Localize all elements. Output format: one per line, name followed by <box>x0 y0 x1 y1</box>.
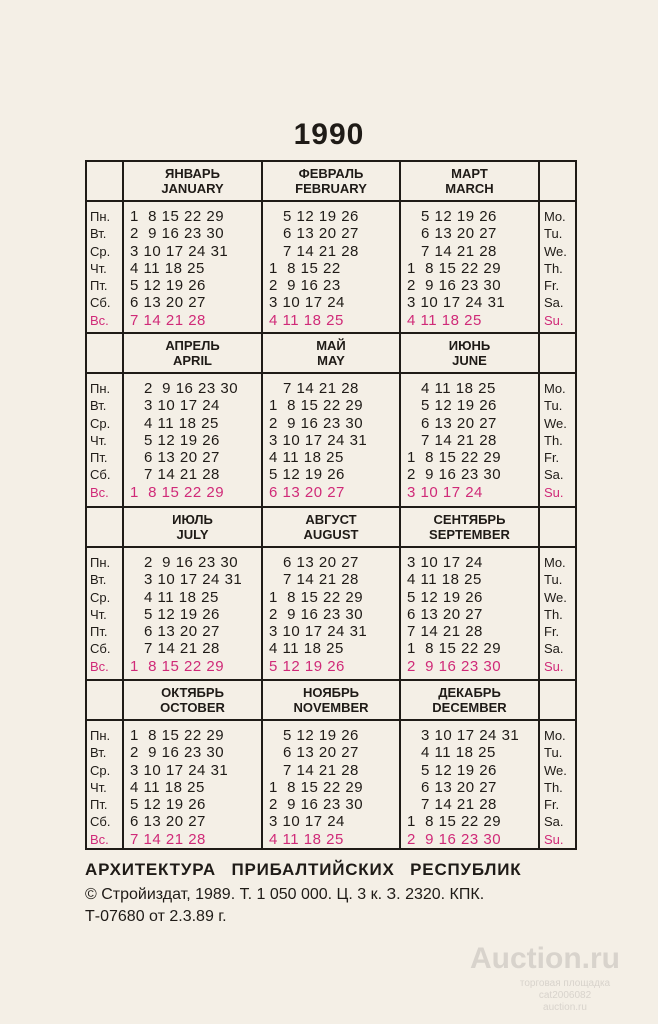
month-name-ru: СЕНТЯБРЬ <box>433 512 506 527</box>
week-row: 2 9 16 23 30 <box>130 554 239 571</box>
month-days <box>269 380 367 501</box>
month-name-en: FEBRUARY <box>295 181 367 196</box>
week-row: 7 14 21 28 <box>130 311 206 329</box>
week-row: 2 9 16 23 30 <box>130 380 239 397</box>
weekday-label: Вс. <box>90 658 109 674</box>
week-row: 4 11 18 25 <box>407 571 482 589</box>
weekday-label: Tu. <box>544 745 563 761</box>
month-name-en: DECEMBER <box>432 700 507 715</box>
week-row: 1 8 15 22 29 <box>407 259 502 277</box>
month-name-en: JULY <box>176 527 209 542</box>
week-row: 2 9 16 23 30 <box>407 466 502 484</box>
month-days <box>130 208 228 329</box>
weekday-label: Пн. <box>90 555 111 570</box>
week-row: 3 10 17 24 31 <box>269 623 368 641</box>
year-title: 1990 <box>293 118 365 151</box>
month-name-ru: МАЙ <box>316 338 346 353</box>
grid-line <box>87 200 575 202</box>
weekday-label: Su. <box>544 312 564 328</box>
footer-imprint: © Стройиздат, 1989. Т. 1 050 000. Ц. 3 к. З. 2320. КПК. <box>85 886 485 903</box>
week-row: 4 11 18 25 <box>407 744 496 762</box>
weekday-label: Чт. <box>90 260 107 276</box>
month-name-en: MARCH <box>445 181 494 196</box>
week-row: 5 12 19 26 <box>269 466 345 484</box>
week-row: 2 9 16 23 30 <box>407 657 502 675</box>
week-row: 7 14 21 28 <box>407 242 497 260</box>
week-row: 2 9 16 23 30 <box>269 414 364 432</box>
week-row: 6 13 20 27 <box>269 225 359 243</box>
month-days <box>130 380 238 501</box>
week-row: 1 8 15 22 29 <box>130 208 225 225</box>
week-row: 1 8 15 22 29 <box>407 813 502 831</box>
week-row: 3 10 17 24 <box>269 813 345 831</box>
weekday-labels-ru <box>90 380 110 501</box>
week-row: 6 13 20 27 <box>407 225 497 243</box>
week-row: 5 12 19 26 <box>269 657 345 675</box>
week-row: 3 10 17 24 <box>407 554 483 571</box>
week-row: 6 13 20 27 <box>130 623 220 641</box>
weekday-label: Вт. <box>90 398 107 414</box>
week-row: 2 9 16 23 30 <box>407 277 502 295</box>
weekday-label: Fr. <box>544 797 560 813</box>
month-name-ru: ОКТЯБРЬ <box>161 685 224 700</box>
month-header <box>401 338 538 368</box>
weekday-label: We. <box>544 243 567 259</box>
weekday-label: Пт. <box>90 624 108 640</box>
week-row: 7 14 21 28 <box>130 640 220 658</box>
weekday-label: Mo. <box>544 209 566 224</box>
week-row: 3 10 17 24 31 <box>130 761 229 779</box>
weekday-label: Сб. <box>90 467 111 483</box>
month-days <box>269 727 363 848</box>
month-days <box>407 554 501 675</box>
week-row: 7 14 21 28 <box>407 623 483 641</box>
month-name-en: AUGUST <box>303 527 359 542</box>
weekday-label: Вт. <box>90 572 107 588</box>
weekday-label: Sa. <box>544 467 564 483</box>
week-row: 7 14 21 28 <box>269 380 359 397</box>
week-row: 2 9 16 23 30 <box>407 830 502 848</box>
weekday-label: Tu. <box>544 572 563 588</box>
weekday-label: Su. <box>544 831 564 847</box>
week-row: 1 8 15 22 29 <box>269 778 364 796</box>
month-name-ru: ДЕКАБРЬ <box>438 685 501 700</box>
weekday-labels-ru <box>90 727 110 848</box>
month-days <box>130 554 242 675</box>
week-row: 1 8 15 22 <box>269 259 341 277</box>
month-name-ru: ИЮНЬ <box>448 338 491 353</box>
week-row: 7 14 21 28 <box>407 431 497 449</box>
weekday-label: Чт. <box>90 432 107 448</box>
month-days <box>407 380 501 501</box>
weekday-label: Mo. <box>544 728 566 743</box>
month-name-en: OCTOBER <box>160 700 225 715</box>
week-row: 4 11 18 25 <box>130 778 205 796</box>
weekday-label: We. <box>544 762 567 778</box>
weekday-labels-en <box>544 380 567 501</box>
week-row: 7 14 21 28 <box>130 466 220 484</box>
week-row: 3 10 17 24 31 <box>407 294 506 312</box>
week-row: 2 9 16 23 30 <box>130 225 225 243</box>
weekday-label: Fr. <box>544 278 560 294</box>
month-days <box>130 727 228 848</box>
week-row: 4 11 18 25 <box>407 311 482 329</box>
weekday-label: Пн. <box>90 728 111 743</box>
month-days <box>269 554 367 675</box>
week-row: 5 12 19 26 <box>407 397 497 415</box>
week-row: 4 11 18 25 <box>269 640 344 658</box>
month-header <box>263 166 399 196</box>
month-name-en: NOVEMBER <box>293 700 369 715</box>
weekday-label: Вс. <box>90 312 109 328</box>
week-row: 2 9 16 23 <box>269 277 341 295</box>
month-header <box>263 512 399 542</box>
footer-title: АРХИТЕКТУРА ПРИБАЛТИЙСКИХ РЕСПУБЛИК <box>85 860 522 879</box>
weekday-label: Пт. <box>90 450 108 466</box>
week-row: 3 10 17 24 31 <box>130 242 229 260</box>
week-row: 3 10 17 24 <box>130 397 220 415</box>
grid-line <box>399 162 401 848</box>
week-row: 2 9 16 23 30 <box>130 744 225 762</box>
month-header <box>124 685 261 715</box>
calendar-grid <box>85 160 577 850</box>
week-row: 6 13 20 27 <box>269 483 345 501</box>
weekday-label: Вс. <box>90 484 109 500</box>
weekday-label: Пт. <box>90 278 108 294</box>
week-row: 2 9 16 23 30 <box>269 605 364 623</box>
weekday-label: Fr. <box>544 624 560 640</box>
week-row: 6 13 20 27 <box>269 554 359 571</box>
weekday-labels-en <box>544 727 567 848</box>
week-row: 3 10 17 24 <box>407 483 483 501</box>
month-name-en: JANUARY <box>161 181 224 196</box>
watermark-sub-line: auction.ru <box>543 1002 587 1013</box>
week-row: 5 12 19 26 <box>269 208 359 225</box>
weekday-label: Mo. <box>544 555 566 570</box>
grid-line <box>87 332 575 334</box>
weekday-label: Sa. <box>544 641 564 657</box>
week-row: 6 13 20 27 <box>130 449 220 467</box>
weekday-label: Пт. <box>90 797 108 813</box>
month-header <box>124 338 261 368</box>
weekday-label: Fr. <box>544 450 560 466</box>
month-name-ru: ЯНВАРЬ <box>165 166 220 181</box>
week-row: 7 14 21 28 <box>130 830 206 848</box>
week-row: 7 14 21 28 <box>269 761 359 779</box>
watermark-sub-line: торговая площадка <box>519 978 611 989</box>
week-row: 7 14 21 28 <box>269 242 359 260</box>
month-name-ru: НОЯБРЬ <box>302 685 360 700</box>
grid-line <box>122 162 124 848</box>
month-header <box>263 338 399 368</box>
week-row: 3 10 17 24 31 <box>269 431 368 449</box>
month-header <box>401 166 538 196</box>
week-row: 1 8 15 22 29 <box>269 588 364 606</box>
weekday-label: Sa. <box>544 295 564 311</box>
weekday-labels-ru <box>90 208 110 329</box>
weekday-label: Сб. <box>90 295 111 311</box>
week-row: 1 8 15 22 29 <box>407 640 502 658</box>
weekday-label: Ср. <box>90 762 111 778</box>
grid-line <box>87 719 575 721</box>
weekday-label: Tu. <box>544 226 563 242</box>
grid-line <box>87 372 575 374</box>
grid-line <box>87 546 575 548</box>
weekday-label: Пн. <box>90 209 111 224</box>
weekday-label: Th. <box>544 432 563 448</box>
weekday-label: Mo. <box>544 381 566 396</box>
month-header <box>401 685 538 715</box>
month-name-ru: АПРЕЛЬ <box>165 338 220 353</box>
month-name-ru: АВГУСТ <box>305 512 357 527</box>
month-name-ru: МАРТ <box>451 166 488 181</box>
week-row: 7 14 21 28 <box>407 796 497 814</box>
week-row: 1 8 15 22 29 <box>130 657 225 675</box>
week-row: 4 11 18 25 <box>130 588 219 606</box>
month-header <box>401 512 538 542</box>
week-row: 3 10 17 24 31 <box>407 727 520 744</box>
weekday-label: Th. <box>544 260 563 276</box>
weekday-label: Вс. <box>90 831 109 847</box>
watermark: Auction.ru <box>470 942 620 975</box>
week-row: 2 9 16 23 30 <box>269 796 364 814</box>
weekday-label: Th. <box>544 779 563 795</box>
week-row: 6 13 20 27 <box>407 778 497 796</box>
week-row: 4 11 18 25 <box>130 414 219 432</box>
month-days <box>269 208 359 329</box>
watermark-sub <box>510 978 620 1014</box>
week-row: 4 11 18 25 <box>407 380 496 397</box>
week-row: 5 12 19 26 <box>130 277 206 295</box>
weekday-labels-ru <box>90 554 110 675</box>
month-days <box>407 727 519 848</box>
weekday-label: We. <box>544 589 567 605</box>
month-header <box>263 685 399 715</box>
month-days <box>407 208 505 329</box>
month-header <box>124 512 261 542</box>
weekday-labels-en <box>544 208 567 329</box>
month-name-en: JUNE <box>452 353 487 368</box>
weekday-label: Ср. <box>90 415 111 431</box>
month-header <box>124 166 261 196</box>
week-row: 3 10 17 24 31 <box>130 571 243 589</box>
weekday-label: Пн. <box>90 381 111 396</box>
footer-license: Т-07680 от 2.3.89 г. <box>85 908 227 925</box>
weekday-label: Вт. <box>90 226 107 242</box>
weekday-label: Вт. <box>90 745 107 761</box>
week-row: 5 12 19 26 <box>130 431 220 449</box>
month-name-ru: ИЮЛЬ <box>172 512 213 527</box>
week-row: 5 12 19 26 <box>130 796 206 814</box>
week-row: 4 11 18 25 <box>269 311 344 329</box>
month-name-en: MAY <box>317 353 345 368</box>
weekday-label: Th. <box>544 606 563 622</box>
week-row: 4 11 18 25 <box>269 830 344 848</box>
weekday-label: Чт. <box>90 779 107 795</box>
week-row: 4 11 18 25 <box>130 259 205 277</box>
month-name-en: SEPTEMBER <box>429 527 510 542</box>
week-row: 6 13 20 27 <box>269 744 359 762</box>
week-row: 6 13 20 27 <box>407 414 497 432</box>
week-row: 3 10 17 24 <box>269 294 345 312</box>
week-row: 1 8 15 22 29 <box>130 483 225 501</box>
weekday-label: Tu. <box>544 398 563 414</box>
grid-line <box>87 679 575 681</box>
grid-line <box>261 162 263 848</box>
weekday-label: Su. <box>544 484 564 500</box>
week-row: 7 14 21 28 <box>269 571 359 589</box>
weekday-label: Ср. <box>90 243 111 259</box>
watermark-sub-line: cat2006082 <box>538 990 592 1001</box>
week-row: 5 12 19 26 <box>269 727 359 744</box>
weekday-labels-en <box>544 554 567 675</box>
weekday-label: Sa. <box>544 814 564 830</box>
grid-line <box>538 162 540 848</box>
month-name-ru: ФЕВРАЛЬ <box>298 166 364 181</box>
weekday-label: Su. <box>544 658 564 674</box>
grid-line <box>87 506 575 508</box>
weekday-label: Чт. <box>90 606 107 622</box>
weekday-label: Сб. <box>90 814 111 830</box>
week-row: 5 12 19 26 <box>407 208 497 225</box>
week-row: 1 8 15 22 29 <box>407 449 502 467</box>
month-name-en: APRIL <box>173 353 212 368</box>
week-row: 6 13 20 27 <box>130 813 206 831</box>
week-row: 6 13 20 27 <box>130 294 206 312</box>
weekday-label: We. <box>544 415 567 431</box>
week-row: 1 8 15 22 29 <box>269 397 364 415</box>
week-row: 6 13 20 27 <box>407 605 483 623</box>
week-row: 5 12 19 26 <box>407 761 497 779</box>
week-row: 5 12 19 26 <box>407 588 483 606</box>
weekday-label: Ср. <box>90 589 111 605</box>
week-row: 4 11 18 25 <box>269 449 344 467</box>
week-row: 1 8 15 22 29 <box>130 727 225 744</box>
weekday-label: Сб. <box>90 641 111 657</box>
week-row: 5 12 19 26 <box>130 605 220 623</box>
